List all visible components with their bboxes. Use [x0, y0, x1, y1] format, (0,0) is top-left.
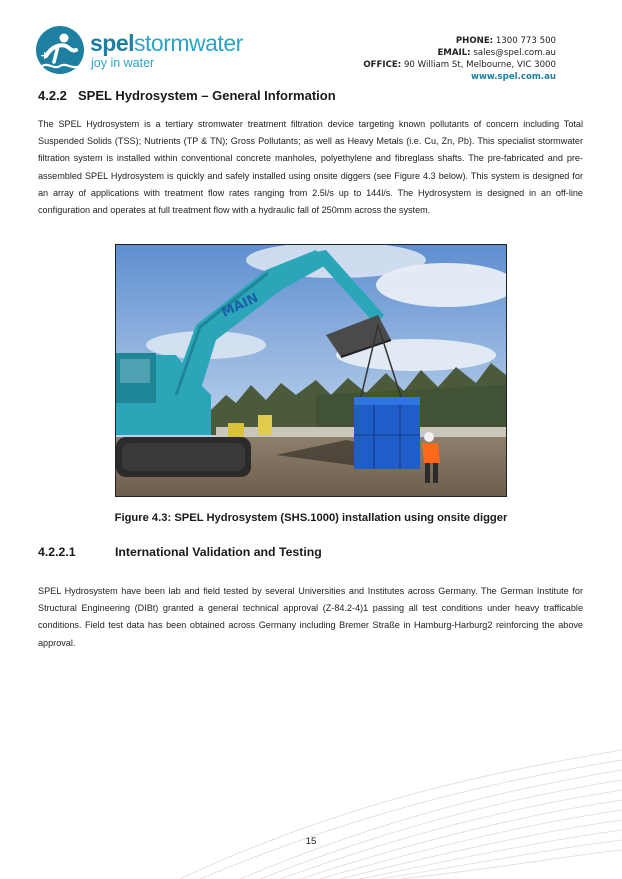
- logo-emblem-icon: [36, 26, 84, 74]
- section-heading: 4.2.2 SPEL Hydrosystem – General Information: [38, 88, 336, 103]
- svg-text:+: +: [40, 49, 50, 62]
- website-link[interactable]: www.spel.com.au: [471, 72, 556, 82]
- brand-tagline: joy in water: [91, 56, 155, 70]
- subsection-paragraph: SPEL Hydrosystem have been lab and field tested by several Universities and Institutes across Germany. The German Institute for Structural Engineering (DIBt) granted a general technical approval (Z-84.2-4)1 passing all test conditions under heavy trafficable conditions. Field test data has been obtained across Germany including Bremer Straße in Hamburg-Harburg2 reinforcing the above approval.: [38, 586, 583, 648]
- figure-caption: Figure 4.3: SPEL Hydrosystem (SHS.1000) installation using onsite digger: [114, 512, 508, 524]
- page-number: 15: [305, 836, 317, 847]
- brand-name: spelstormwater: [90, 30, 243, 56]
- phone-line: PHONE: 1300 773 500: [455, 36, 556, 46]
- subsection-heading: 4.2.2.1 International Validation and Testing: [38, 545, 322, 559]
- spel-logo: [36, 26, 243, 78]
- excavator-label: MAIN: [219, 290, 261, 321]
- contact-block: [363, 35, 556, 83]
- installation-photo: [115, 244, 507, 497]
- section-paragraph: The SPEL Hydrosystem is a tertiary stromwater treatment filtration device targeting known pollutants of concern including Total Suspended Solids (TSS); Nutrients (TP & TN); Gross Pollutants; as well as Heavy Metals (i.e. Cu, Zn, Pb). This specialist stormwater filtration system is installed within conventional concrete manholes, polyethylene and fibreglass shafts. The pre-fabricated and pre-assembled SPEL Hydrosystem is quickly and safely installed using onsite diggers (see Figure 4.3 below). This system is designed for an array of applications with treatment flow rates ranging from 2.5l/s up to 144l/s. The Hydrosystem is designed in an off-line configuration and operates at full treatment flow with a hydraulic fall of 250mm across the system.: [38, 119, 583, 216]
- office-line: OFFICE: 90 William St, Melbourne, VIC 3000: [363, 60, 556, 70]
- email-line: EMAIL: sales@spel.com.au: [437, 48, 556, 58]
